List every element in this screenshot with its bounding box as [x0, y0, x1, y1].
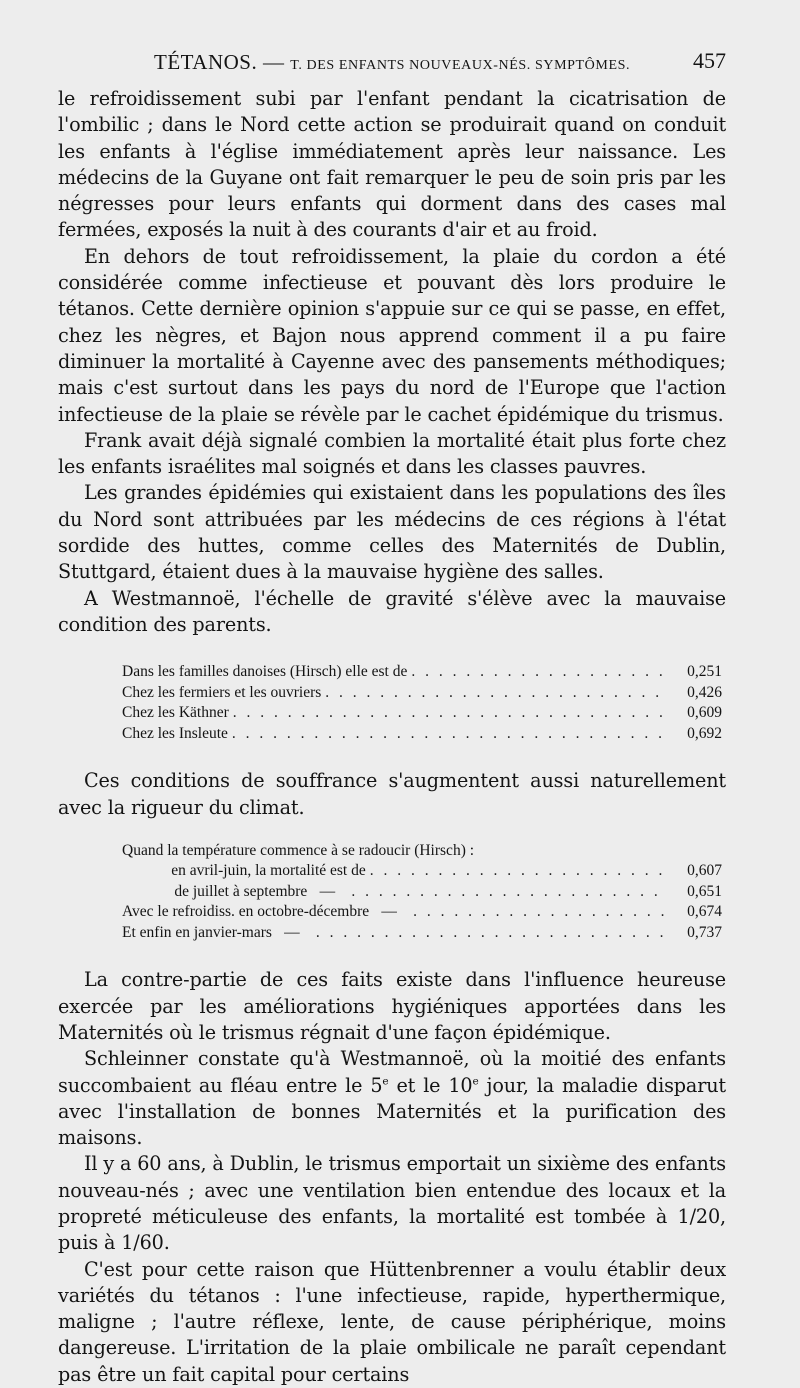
paragraph-8 — [58, 1046, 726, 1151]
superscript-e: e — [382, 1075, 389, 1088]
header-title: TÉTANOS. — [154, 50, 258, 74]
paragraph-3: Frank avait déjà signalé combien la mortalité était plus forte chez les enfants israélites mal soignés et dans les classes pauvres. — [58, 428, 726, 479]
paragraph-9: Il y a 60 ans, à Dublin, le trismus emportait un sixième des enfants nouveau-nés ; avec une ventilation bien entendue des locaux et la propreté méticuleuse des enfants, la mortalité est tombée à 1/20, puis à 1/60. — [58, 1152, 726, 1255]
paragraph-10: C'est pour cette raison que Hüttenbrenner a voulu établir deux variétés du tétanos : l'une infectieuse, rapide, hyperthermique, maligne ; l'autre réflexe, lente, de cause périphérique, moins dangereuse. L'irritation de la plaie ombilicale ne paraît cependant pas être un fait capital pour certains — [58, 1257, 726, 1386]
table-row — [122, 662, 722, 683]
table-row — [122, 724, 722, 745]
row-label: Et enfin en janvier-mars — [122, 923, 272, 941]
paragraph-8-text-c: jour, la maladie disparut avec l'installation de bonnes Maternités et la purification des maisons. — [58, 1073, 726, 1150]
paragraph-1: le refroidissement subi par l'enfant pendant la cicatrisation de l'ombilic ; dans le Nord cette action se produirait quand on conduit les enfants à l'église immédiatement après leur naissance. Les médecins de la Guyane ont fait remarquer le peu de soin pris par les négresses pour leurs enfants qui dorment dans des cases mal fermées, exposés la nuit à des courants d'air et au froid. — [58, 87, 726, 242]
row-dash: — — [381, 903, 397, 921]
table-row — [122, 703, 722, 724]
table-row — [122, 923, 722, 944]
mortality-by-condition-table — [122, 662, 722, 744]
row-value: 0,609 — [687, 704, 722, 722]
table-intro — [122, 841, 722, 862]
page-body — [58, 86, 726, 1388]
header-dash: — — [262, 50, 285, 74]
row-label: Chez les Insleute — [122, 724, 228, 742]
page-number: 457 — [693, 48, 726, 73]
row-dash: — — [284, 923, 300, 941]
paragraph-8-text-b: et le 10 — [388, 1073, 473, 1097]
row-label: Dans les familles danoises (Hirsch) elle est de — [122, 663, 408, 681]
page-header — [58, 46, 726, 82]
table-row — [122, 882, 722, 903]
row-label: Chez les Käthner — [122, 704, 229, 722]
row-value: 0,737 — [687, 923, 722, 941]
row-label: Chez les fermiers et les ouvriers — [122, 683, 322, 701]
row-value: 0,651 — [687, 882, 722, 900]
paragraph-5: A Westmannoë, l'échelle de gravité s'élève avec la mauvaise condition des parents. — [58, 586, 726, 636]
table-row — [122, 861, 722, 882]
paragraph-2: En dehors de tout refroidissement, la plaie du cordon a été considérée comme infectieuse et pouvant dès lors produire le tétanos. Cette dernière opinion s'appuie sur ce qui se passe, en effet, chez les nègres, et Bajon nous apprend comment il a pu faire diminuer la mortalité à Cayenne avec des pansements méthodiques; mais c'est surtout dans les pays du nord de l'Europe que l'action infectieuse de la plaie se révèle par le cachet épidémique du trismus. — [58, 244, 726, 426]
superscript-e: e — [472, 1075, 479, 1088]
header-subtitle: T. DES ENFANTS NOUVEAUX-NÉS. SYMPTÔMES. — [290, 58, 631, 73]
row-value: 0,426 — [687, 683, 722, 701]
table-row — [122, 683, 722, 704]
paragraph-6: Ces conditions de souffrance s'augmentent aussi naturellement avec la rigueur du climat. — [58, 769, 726, 819]
mortality-by-season-table — [122, 841, 722, 944]
row-label: en avril-juin, la mortalité est de — [171, 862, 366, 880]
paragraph-4: Les grandes épidémies qui existaient dans les populations des îles du Nord sont attribuées par les médecins de ces régions à l'état sordide des huttes, comme celles des Maternités de Dublin, Stuttgard, étaient dues à la mauvaise hygiène des salles. — [58, 481, 726, 584]
running-head — [154, 50, 630, 75]
table-intro-text: Quand la température commence à se radoucir (Hirsch) : — [122, 841, 475, 859]
row-dash: — — [319, 882, 336, 900]
paragraph-8-text-a: Schleinner constate qu'à Westmannoë, où la moitié des enfants succombaient au fléau entre le 5 — [58, 1047, 726, 1097]
row-value: 0,674 — [687, 903, 722, 921]
row-value: 0,251 — [687, 663, 722, 681]
table-row — [122, 902, 722, 923]
row-label: Avec le refroidiss. en octobre-décembre — [122, 903, 370, 921]
paragraph-7: La contre-partie de ces faits existe dans l'influence heureuse exercée par les améliorations hygiéniques apportées dans les Maternités où le trismus régnait d'une façon épidémique. — [58, 968, 726, 1044]
row-value: 0,607 — [687, 862, 722, 880]
row-value: 0,692 — [687, 724, 722, 742]
row-label: de juillet à septembre — [174, 882, 308, 900]
